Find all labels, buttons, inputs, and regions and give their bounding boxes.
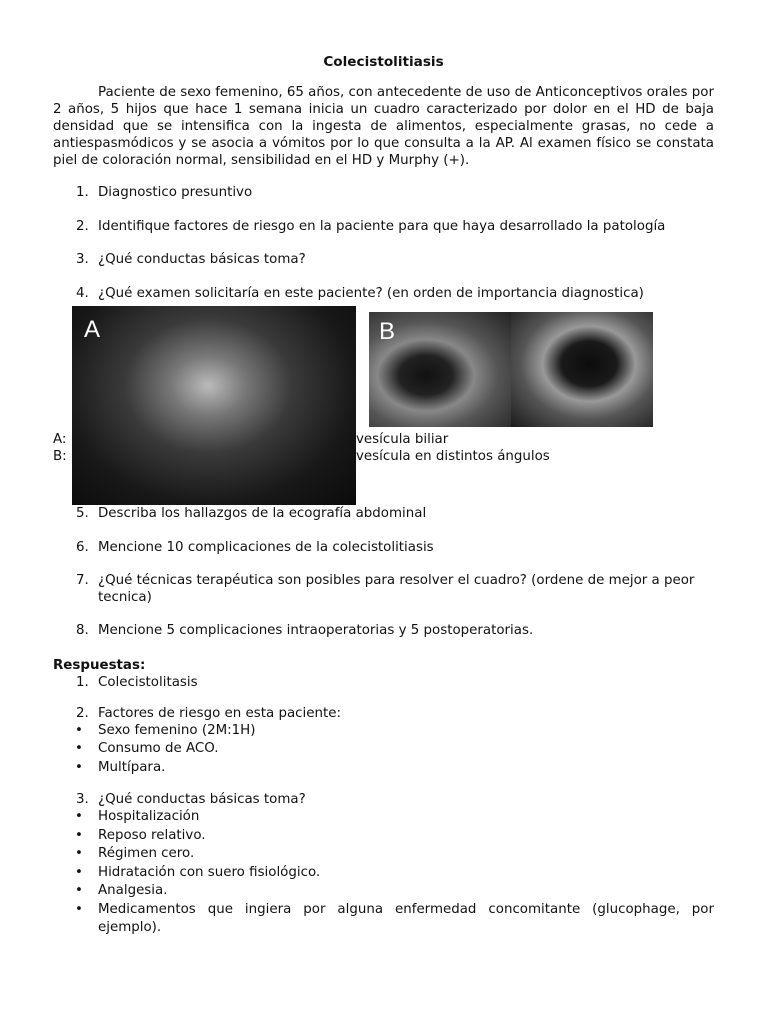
bullet-dot: • [75, 846, 83, 861]
question-text: Describa los hallazgos de la ecografía abdominal [98, 506, 427, 521]
question-number: 3. [76, 252, 89, 267]
bullet-item [53, 845, 714, 864]
bullet-text: Medicamentos que ingiera por alguna enfermedad concomitante (glucophage, por ejemplo). [98, 901, 714, 935]
ultrasound-image-a [72, 306, 356, 505]
bullet-text: Analgesia. [98, 883, 168, 898]
bullet-item [53, 827, 714, 846]
question-number: 6. [76, 539, 89, 555]
question-6 [53, 540, 714, 557]
question-1 [53, 185, 714, 202]
question-7 [53, 573, 714, 606]
bullet-text: Régimen cero. [98, 846, 195, 861]
question-3 [53, 252, 714, 269]
bullet-text: Consumo de ACO. [98, 741, 219, 756]
caption-a-tail: vesícula biliar [356, 432, 449, 447]
bullet-dot: • [75, 864, 83, 880]
question-number: 2. [76, 218, 89, 234]
image-label-b: B [379, 318, 396, 345]
question-text: Mencione 5 complicaciones intraoperatorias y 5 postoperatorias. [98, 623, 534, 638]
question-text: ¿Qué conductas básicas toma? [98, 252, 306, 267]
caption-a-prefix: A: [53, 432, 67, 447]
answer-1 [53, 674, 714, 691]
document-page [53, 54, 714, 938]
bullet-dot: • [75, 759, 83, 775]
answer-number: 3. [76, 792, 89, 807]
ultrasound-panel-b2 [511, 312, 653, 427]
answer-text: ¿Qué conductas básicas toma? [98, 792, 306, 807]
question-5 [53, 506, 714, 523]
caption-b-prefix: B: [53, 449, 67, 464]
question-8 [53, 623, 714, 640]
answer-number: 2. [76, 705, 89, 721]
bullet-text: Sexo femenino (2M:1H) [98, 722, 256, 738]
bullet-dot: • [75, 827, 83, 843]
bullet-text: Hidratación con suero fisiológico. [98, 864, 321, 880]
caption-b-tail: vesícula en distintos ángulos [356, 449, 550, 464]
question-text: Identifique factores de riesgo en la paciente para que haya desarrollado la patología [98, 218, 666, 234]
question-number: 1. [76, 185, 89, 200]
bullet-text: Hospitalización [98, 809, 200, 824]
question-number: 7. [76, 573, 89, 588]
document-title: Colecistolitiasis [323, 54, 444, 70]
bullet-item [53, 864, 714, 883]
bullet-item [53, 808, 714, 827]
answer-number: 1. [76, 674, 89, 690]
question-number: 5. [76, 506, 89, 521]
bullet-item [53, 740, 714, 759]
question-4 [53, 286, 714, 303]
ultrasound-figure [53, 306, 714, 506]
question-2 [53, 219, 714, 236]
bullet-text: Reposo relativo. [98, 827, 206, 843]
bullet-dot: • [75, 901, 83, 917]
bullet-dot: • [75, 883, 83, 898]
bullet-dot: • [75, 722, 83, 738]
ultrasound-image-b [369, 312, 653, 427]
bullet-dot: • [75, 741, 83, 756]
bullet-item [53, 882, 714, 901]
image-label-a: A [84, 316, 101, 343]
caption-b [53, 448, 550, 465]
question-text: ¿Qué examen solicitaría en este paciente? (en orden de importancia diagnostica) [98, 285, 644, 301]
question-text: Mencione 10 complicaciones de la colecistolitiasis [98, 539, 434, 555]
answer-text: Factores de riesgo en esta paciente: [98, 705, 341, 721]
question-number: 8. [76, 623, 89, 638]
question-text: ¿Qué técnicas terapéutica son posibles para resolver el cuadro? (ordene de mejor a peor tecnica) [98, 573, 695, 605]
answer-3 [53, 791, 714, 808]
question-text: Diagnostico presuntivo [98, 185, 253, 200]
question-number: 4. [76, 285, 89, 301]
answer-text: Colecistolitasis [98, 674, 198, 690]
caption-a [53, 431, 449, 448]
bullet-dot: • [75, 809, 83, 824]
answers-heading: Respuestas: [53, 657, 146, 673]
case-paragraph: Paciente de sexo femenino, 65 años, con antecedente de uso de Anticonceptivos orales por 2 años, 5 hijos que hace 1 semana inicia un cuadro caracterizado por dolor en el HD de baja densidad que se intensifica con la ingesta de alimentos, especialmente grasas, no cede a antiespasmódicos y se asocia a vómitos por lo que consulta a la AP. Al examen físico se constata piel de coloración normal, sensibilidad en el HD y Murphy (+). [53, 85, 714, 168]
bullet-item [53, 722, 714, 741]
bullet-text: Multípara. [98, 759, 166, 775]
answer-2 [53, 705, 714, 722]
bullet-item [53, 759, 714, 778]
bullet-item [53, 901, 714, 938]
